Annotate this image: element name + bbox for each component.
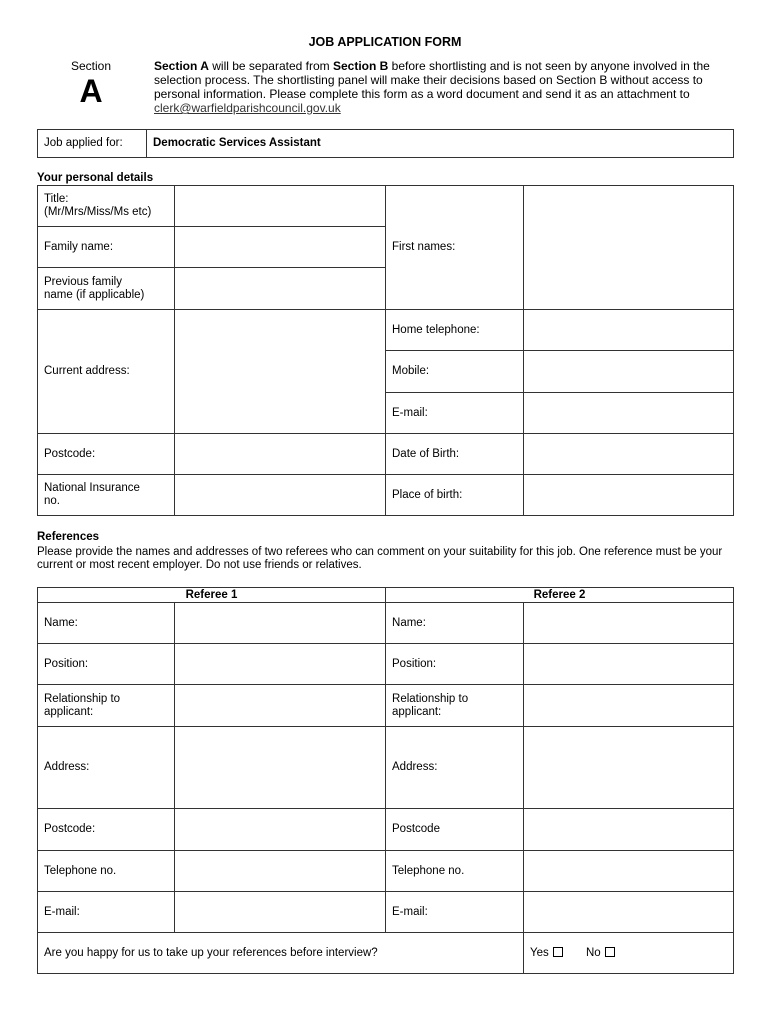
ref1-address-field[interactable] <box>175 727 386 809</box>
job-value: Democratic Services Assistant <box>147 130 734 158</box>
pob-label: Place of birth: <box>386 475 524 516</box>
ref2-relationship-label: Relationship to applicant: <box>386 685 524 727</box>
yes-no-cell <box>524 933 734 974</box>
yes-label: Yes <box>530 946 549 959</box>
current-address-label: Current address: <box>38 310 175 434</box>
ref2-relationship-field[interactable] <box>524 685 734 727</box>
reference-question: Are you happy for us to take up your references before interview? <box>38 933 524 974</box>
dob-label: Date of Birth: <box>386 434 524 475</box>
pob-field[interactable] <box>524 475 734 516</box>
yes-checkbox[interactable] <box>553 947 563 957</box>
mobile-label: Mobile: <box>386 351 524 393</box>
section-label: Section <box>70 59 112 73</box>
references-text: Please provide the names and addresses of two referees who can comment on your suitability for this job. One reference must be your current or most recent employer. Do not use friends or relatives. <box>37 546 723 571</box>
ref1-postcode-label: Postcode: <box>38 809 175 851</box>
title-label: Title: (Mr/Mrs/Miss/Ms etc) <box>38 186 175 227</box>
ref2-name-field[interactable] <box>524 603 734 644</box>
referee-2-header: Referee 2 <box>386 588 734 603</box>
intro-text <box>154 59 734 115</box>
ref2-postcode-field[interactable] <box>524 809 734 851</box>
family-name-label: Family name: <box>38 227 175 268</box>
ni-label: National Insurance no. <box>38 475 175 516</box>
family-name-field[interactable] <box>175 227 386 268</box>
section-letter: A <box>79 73 103 109</box>
ref1-postcode-field[interactable] <box>175 809 386 851</box>
first-names-field[interactable] <box>524 186 734 310</box>
no-checkbox[interactable] <box>605 947 615 957</box>
ref2-email-label: E-mail: <box>386 892 524 933</box>
references-table <box>37 587 734 974</box>
ref2-email-field[interactable] <box>524 892 734 933</box>
home-tel-field[interactable] <box>524 310 734 351</box>
ref1-relationship-field[interactable] <box>175 685 386 727</box>
ni-field[interactable] <box>175 475 386 516</box>
ref1-relationship-label: Relationship to applicant: <box>38 685 175 727</box>
email-label: E-mail: <box>386 393 524 434</box>
ref1-position-field[interactable] <box>175 644 386 685</box>
ref1-telephone-label: Telephone no. <box>38 851 175 892</box>
referee-1-header: Referee 1 <box>38 588 386 603</box>
ref1-name-label: Name: <box>38 603 175 644</box>
dob-field[interactable] <box>524 434 734 475</box>
ref2-position-label: Position: <box>386 644 524 685</box>
email-field[interactable] <box>524 393 734 434</box>
previous-family-label: Previous family name (if applicable) <box>38 268 175 310</box>
mobile-field[interactable] <box>524 351 734 393</box>
ref2-position-field[interactable] <box>524 644 734 685</box>
intro-bold-b: Section B <box>332 59 389 73</box>
personal-table <box>37 185 734 516</box>
ref1-email-label: E-mail: <box>38 892 175 933</box>
ref1-address-label: Address: <box>38 727 175 809</box>
current-address-field[interactable] <box>175 310 386 434</box>
form-title: JOB APPLICATION FORM <box>308 35 462 49</box>
ref2-telephone-field[interactable] <box>524 851 734 892</box>
postcode-field[interactable] <box>175 434 386 475</box>
home-tel-label: Home telephone: <box>386 310 524 351</box>
ref1-email-field[interactable] <box>175 892 386 933</box>
no-label: No <box>585 946 601 959</box>
ref1-position-label: Position: <box>38 644 175 685</box>
ref1-name-field[interactable] <box>175 603 386 644</box>
ref2-postcode-label: Postcode <box>386 809 524 851</box>
email-link[interactable]: clerk@warfieldparishcouncil.gov.uk <box>154 101 341 115</box>
title-field[interactable] <box>175 186 386 227</box>
ref2-telephone-label: Telephone no. <box>386 851 524 892</box>
previous-family-field[interactable] <box>175 268 386 310</box>
references-heading: References <box>37 531 100 543</box>
personal-heading: Your personal details <box>37 172 154 184</box>
ref2-address-field[interactable] <box>524 727 734 809</box>
intro-text-1: will be separated from <box>208 59 333 73</box>
job-table <box>37 129 734 158</box>
intro-text-2: before shortlisting and is not seen by anyone involved in the selection process. The shortlisting panel will make their decisions based on Section B without access to personal information. Please complete this form as a word document and send it as an attachment to <box>154 59 710 101</box>
postcode-label: Postcode: <box>38 434 175 475</box>
ref1-telephone-field[interactable] <box>175 851 386 892</box>
ref2-name-label: Name: <box>386 603 524 644</box>
first-names-label: First names: <box>386 186 524 310</box>
ref2-address-label: Address: <box>386 727 524 809</box>
job-label: Job applied for: <box>38 130 147 158</box>
intro-bold-a: Section A <box>154 59 209 73</box>
